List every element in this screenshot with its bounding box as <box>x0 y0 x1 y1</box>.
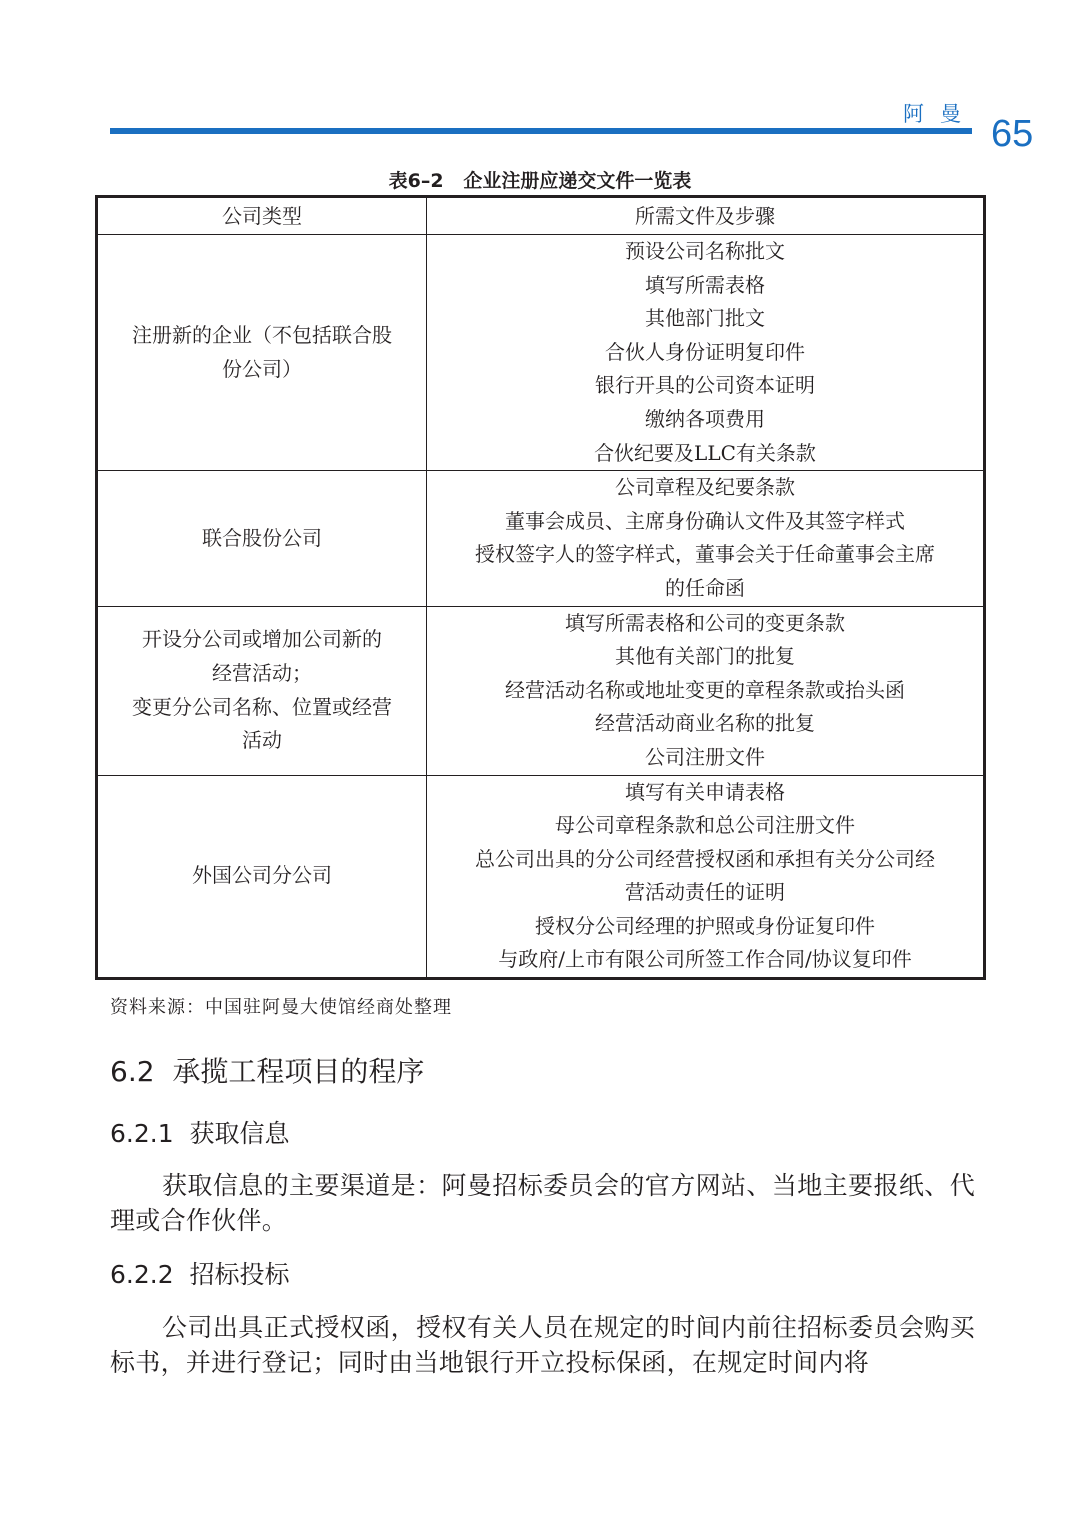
document-item: 合伙纪要及LLC有关条款 <box>594 440 816 465</box>
company-type-cell <box>97 775 427 979</box>
document-item: 其他部门批文 <box>645 306 765 331</box>
document-item: 预设公司名称批文 <box>625 239 785 263</box>
company-type-line: 注册新的企业（不包括联合股 <box>132 322 392 347</box>
document-item: 的任命函 <box>665 575 745 600</box>
header-country-name: 阿曼 <box>903 102 977 126</box>
table-caption: 表6–2 企业注册应递交文件一览表 <box>388 170 692 192</box>
document-item: 公司注册文件 <box>645 744 765 769</box>
paragraph-bidding: 公司出具正式授权函，授权有关人员在规定的时间内前往招标委员会购买标书，并进行登记；同时由当地银行开立投标保函，在规定时间内将 <box>110 1313 975 1377</box>
company-type-line: 经营活动； <box>212 660 312 685</box>
document-item: 母公司章程条款和总公司注册文件 <box>555 813 855 838</box>
document-item: 董事会成员、主席身份确认文件及其签字样式 <box>505 508 905 533</box>
document-item: 经营活动名称或地址变更的章程条款或抬头函 <box>505 677 905 702</box>
document-item: 银行开具的公司资本证明 <box>595 373 815 398</box>
table-source-note: 资料来源：中国驻阿曼大使馆经商处整理 <box>110 997 452 1018</box>
document-item: 经营活动商业名称的批复 <box>595 711 815 736</box>
table-row <box>97 606 985 775</box>
column-header-company-type: 公司类型 <box>97 197 427 235</box>
section-heading: 6.2 承揽工程项目的程序 <box>110 1055 425 1088</box>
company-type-line: 开设分公司或增加公司新的 <box>142 627 382 652</box>
company-type-line: 变更分公司名称、位置或经营 <box>132 694 392 719</box>
column-header-documents: 所需文件及步骤 <box>427 197 985 235</box>
document-item: 授权签字人的签字样式，董事会关于任命董事会主席 <box>475 542 935 567</box>
document-item: 营活动责任的证明 <box>625 880 785 905</box>
table-row <box>97 235 985 471</box>
company-type-line: 外国公司分公司 <box>192 863 332 888</box>
company-type-line: 联合股份公司 <box>202 525 322 550</box>
document-item: 授权分公司经理的护照或身份证复印件 <box>535 913 875 938</box>
documents-cell <box>427 471 985 606</box>
company-type-line: 份公司） <box>222 356 302 381</box>
paragraph-info: 获取信息的主要渠道是：阿曼招标委员会的官方网站、当地主要报纸、代理或合作伙伴。 <box>110 1171 975 1235</box>
subsection-heading-bidding: 6.2.2 招标投标 <box>110 1260 290 1289</box>
registration-documents-table <box>95 195 986 980</box>
document-item: 填写有关申请表格 <box>625 779 785 804</box>
documents-cell <box>427 775 985 979</box>
documents-cell <box>427 606 985 775</box>
document-item: 总公司出具的分公司经营授权函和承担有关分公司经 <box>475 846 935 871</box>
document-item: 填写所需表格和公司的变更条款 <box>565 610 845 635</box>
subsection-heading-info: 6.2.1 获取信息 <box>110 1119 290 1148</box>
documents-cell <box>427 235 985 471</box>
document-item: 其他有关部门的批复 <box>615 644 795 669</box>
table-header-row <box>97 197 985 235</box>
table-row <box>97 471 985 606</box>
document-item: 合伙人身份证明复印件 <box>605 339 805 364</box>
document-item: 填写所需表格 <box>645 272 765 297</box>
page-number: 65 <box>991 113 1034 155</box>
company-type-cell <box>97 606 427 775</box>
table-row <box>97 775 985 979</box>
header-rule <box>110 128 972 134</box>
company-type-cell <box>97 471 427 606</box>
document-item: 公司章程及纪要条款 <box>615 475 795 500</box>
company-type-cell <box>97 235 427 471</box>
document-item: 与政府/上市有限公司所签工作合同/协议复印件 <box>498 947 912 972</box>
document-item: 缴纳各项费用 <box>645 406 765 431</box>
company-type-line: 活动 <box>242 728 282 753</box>
